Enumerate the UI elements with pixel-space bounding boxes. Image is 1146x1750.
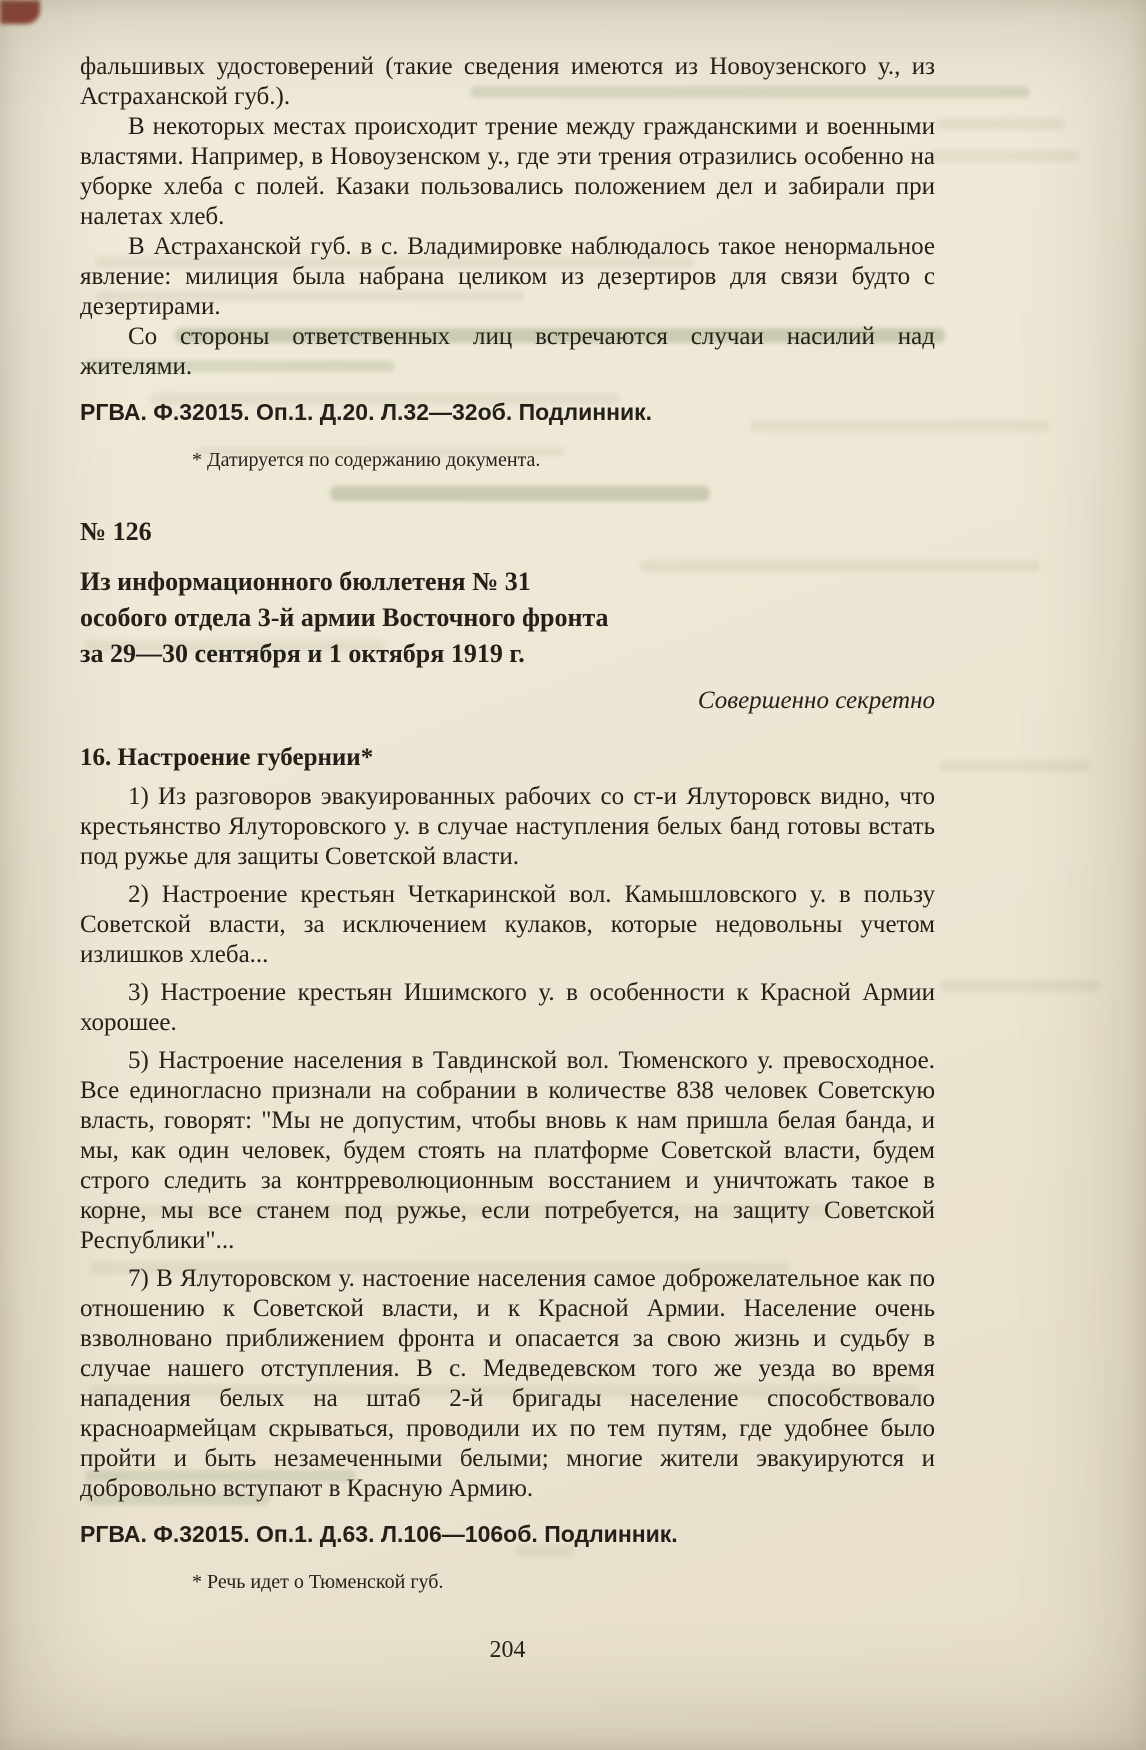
document-title-line: Из информационного бюллетеня № 31 — [80, 567, 531, 596]
paragraph: В некоторых местах происходит трение между гражданскими и военными властями. Например, в Новоузенском у., где эти трения отразились особенно на уборке хлеба с полей. Казаки пользовались положением дел и забирали при налетах хлеб. — [80, 113, 935, 230]
document-title-line: особого отдела 3-й армии Восточного фронта — [80, 603, 609, 632]
numbered-paragraph: 5) Настроение населения в Тавдинской вол. Тюменского у. превосходное. Все единогласно признали на собрании в количестве 838 человек Советскую власть, говорят: "Мы не допустим, чтобы вновь к нам пришла белая банда, и мы, как один человек, будем стоять на платформе Советской власти, будем строго следить за контрреволюционным восстанием и уничтожать такое в корне, мы все станем под ружье, если потребуется, на защиту Советской Республики"... — [80, 1047, 935, 1254]
paragraph-continuation: фальшивых удостоверений (такие сведения имеются из Новоузенского у., из Астраханской губ.). — [80, 53, 935, 110]
section-heading: 16. Настроение губернии* — [80, 744, 374, 771]
numbered-paragraph: 2) Настроение крестьян Четкаринской вол. Камышловского у. в пользу Советской власти, за исключением кулаков, которые недовольны учетом излишков хлеба... — [80, 881, 935, 968]
document-title — [80, 564, 935, 672]
page-number: 204 — [489, 1637, 526, 1663]
numbered-paragraph: 3) Настроение крестьян Ишимского у. в особенности к Красной Армии хорошее. — [80, 979, 935, 1036]
footnote: * Речь идет о Тюменской губ. — [192, 1571, 444, 1593]
archive-reference: РГВА. Ф.32015. Оп.1. Д.63. Л.106—106об. Подлинник. — [80, 1521, 678, 1547]
paragraph: В Астраханской губ. в с. Владимировке наблюдалось такое ненормальное явление: милиция была набрана целиком из дезертиров для связи будто с дезертирами. — [80, 233, 935, 320]
document-number: № 126 — [80, 517, 152, 546]
footnote: * Датируется по содержанию документа. — [192, 449, 541, 471]
numbered-paragraph: 7) В Ялуторовском у. настоение населения самое доброжелательное как по отношению к Советской власти, и к Красной Армии. Население очень взволновано приближением фронта и опасается за свою жизнь и судьбу в случае нашего отступления. В с. Медведевском того же уезда во время нападения белых на штаб 2-й бригады население способствовало красноармейцам скрываться, проводили их по тем путям, где удобнее было пройти и быть незамеченными белыми; многие жители эвакуируются и добровольно вступают в Красную Армию. — [80, 1265, 935, 1502]
document-title-line: за 29—30 сентября и 1 октября 1919 г. — [80, 639, 525, 668]
classification-stamp: Совершенно секретно — [697, 687, 935, 714]
paragraph: Со стороны ответственных лиц встречаются случаи насилий над жителями. — [80, 323, 935, 380]
scan-stain — [0, 0, 40, 24]
numbered-paragraph: 1) Из разговоров эвакуированных рабочих со ст-и Ялуторовск видно, что крестьянство Ялуторовского у. в случае наступления белых банд готовы встать под ружье для защиты Советской власти. — [80, 783, 935, 870]
archive-reference: РГВА. Ф.32015. Оп.1. Д.20. Л.32—32об. Подлинник. — [80, 399, 653, 425]
